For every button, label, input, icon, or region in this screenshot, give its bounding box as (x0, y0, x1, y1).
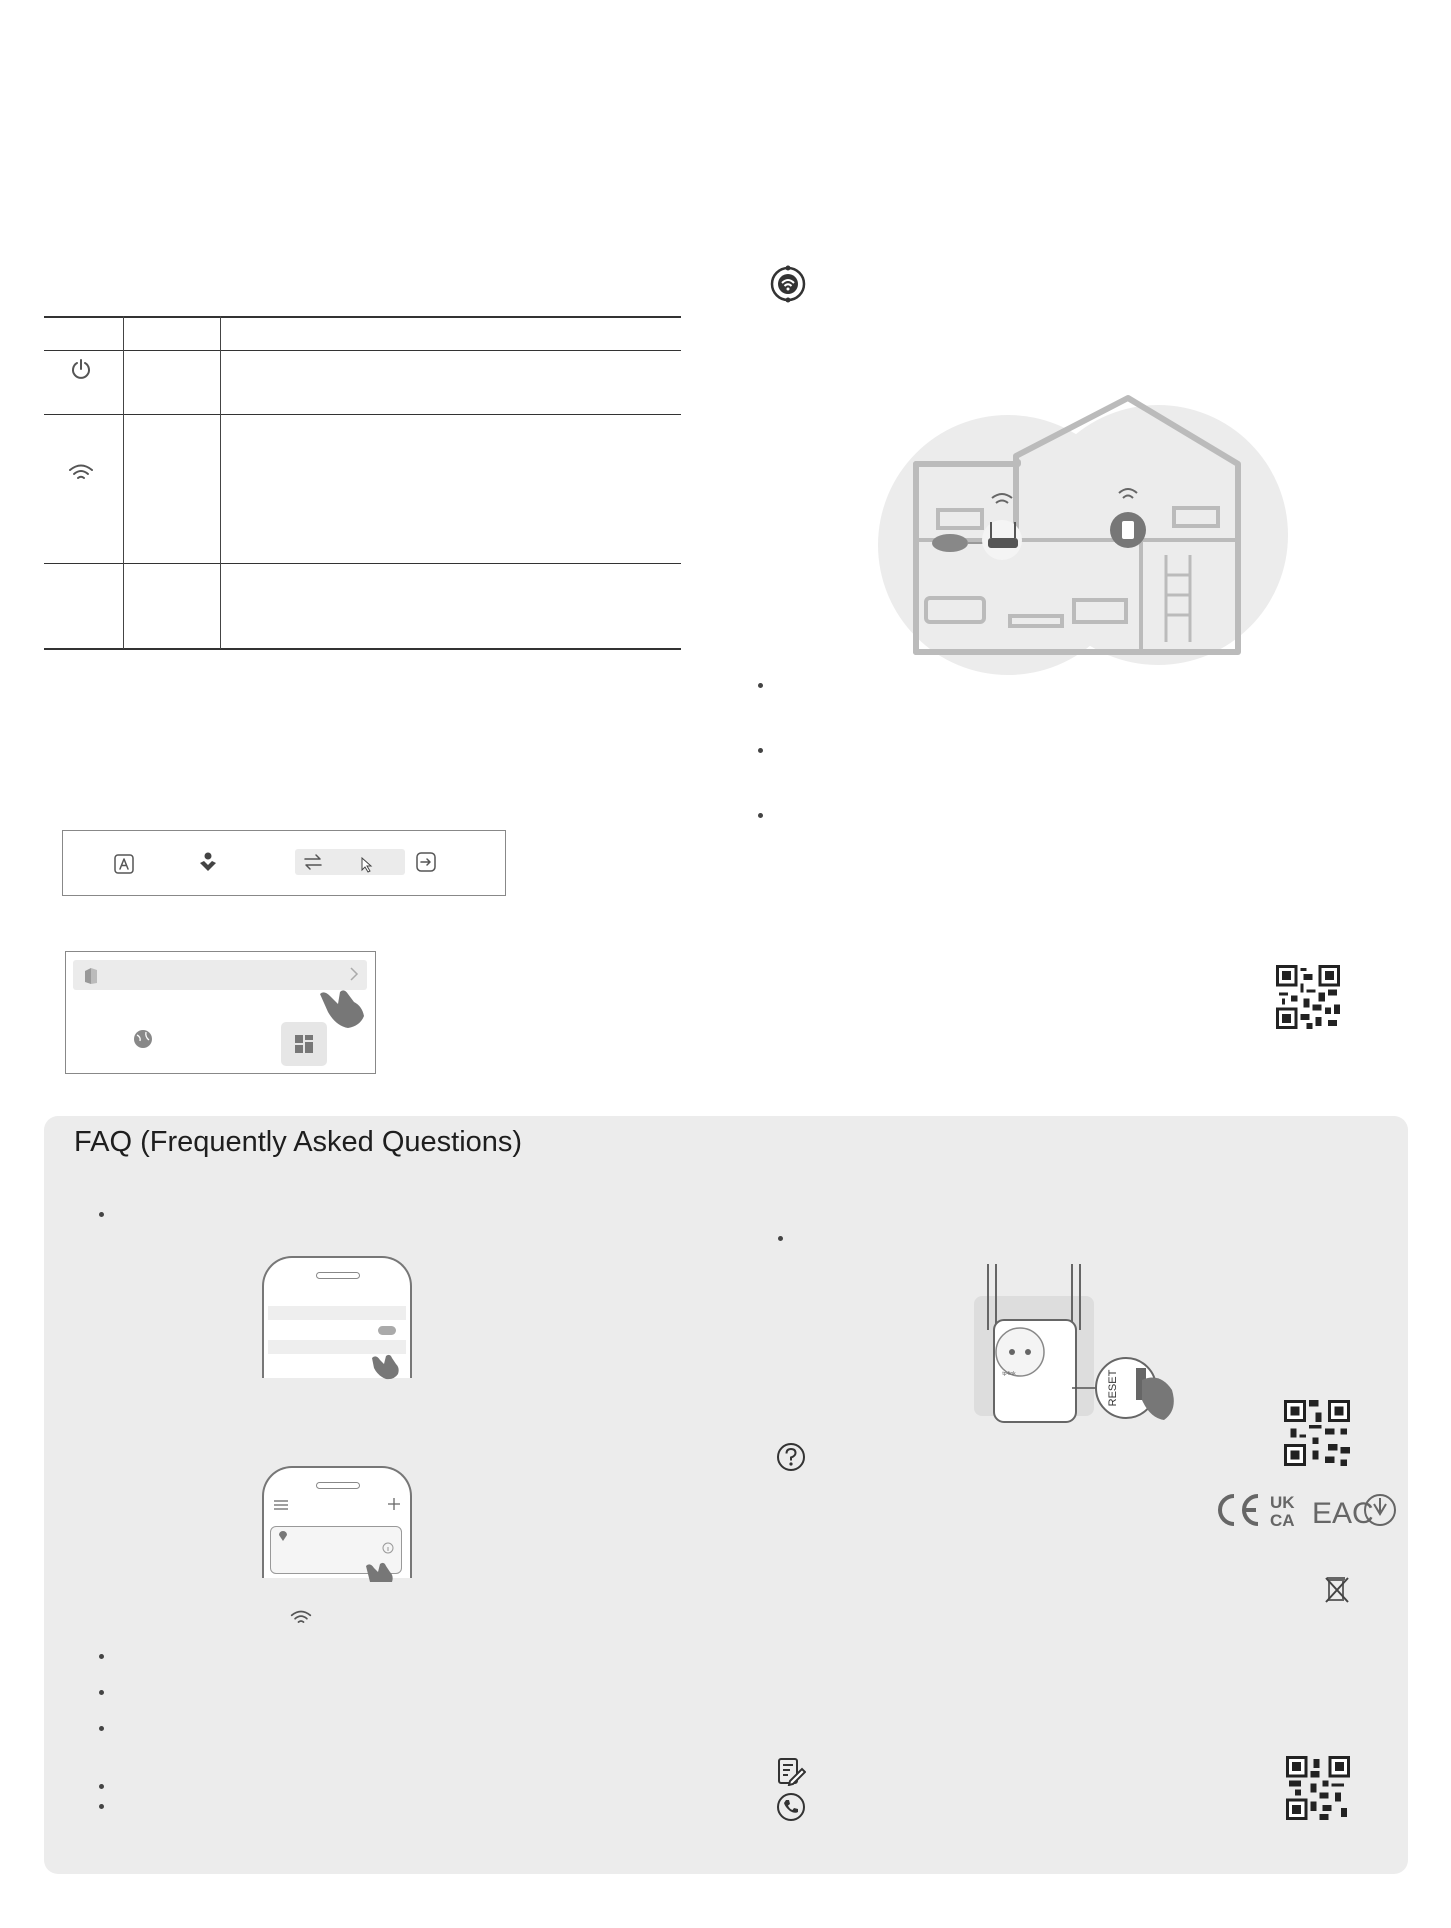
people-icon (197, 851, 219, 875)
bullet-point (99, 1654, 104, 1659)
table-column-divider (220, 316, 221, 649)
table-header-rule (44, 350, 681, 351)
phone-speaker (316, 1272, 360, 1279)
wifi-icon (290, 1608, 312, 1626)
qr-code (1276, 965, 1340, 1029)
grid-icon (294, 1034, 314, 1054)
certification-marks (1214, 1490, 1398, 1530)
settings-row (268, 1306, 406, 1320)
bullet-point (758, 813, 763, 818)
bullet-point (99, 1690, 104, 1695)
power-icon (70, 358, 92, 380)
exit-icon (415, 851, 437, 873)
add-icon (388, 1498, 400, 1510)
help-icon (776, 1442, 806, 1472)
svg-text:UK: UK (1270, 1493, 1295, 1512)
phone-settings-illustration (262, 1256, 412, 1378)
tapping-hand-icon (362, 1560, 396, 1582)
weee-bin-icon (1324, 1574, 1350, 1604)
globe-icon (132, 1028, 154, 1050)
swap-mode-button[interactable] (295, 849, 405, 875)
phone-icon (776, 1792, 806, 1822)
reset-device-illustration (964, 1260, 1224, 1430)
reset-button-label: RESET (1107, 1369, 1119, 1407)
bullet-point (758, 748, 763, 753)
app-toolbar-illustration (62, 830, 506, 896)
table-top-rule (44, 316, 681, 318)
toggle-switch[interactable] (378, 1326, 396, 1335)
phone-app-illustration (262, 1466, 412, 1578)
bullet-point (99, 1804, 104, 1809)
menu-icon (274, 1500, 288, 1510)
tapping-hand-icon (368, 1350, 402, 1380)
bullet-point (99, 1212, 104, 1217)
table-row-rule (44, 414, 681, 415)
app-letter-a-icon (113, 853, 135, 875)
table-column-divider (123, 316, 124, 649)
manual-icon (776, 1756, 806, 1786)
bullet-point (99, 1784, 104, 1789)
table-row-rule (44, 563, 681, 564)
svg-text:CA: CA (1270, 1511, 1295, 1530)
target-wifi-icon (768, 264, 808, 304)
faq-title: FAQ (Frequently Asked Questions) (74, 1126, 523, 1158)
bullet-point (99, 1726, 104, 1731)
cursor-icon (361, 857, 373, 873)
swap-icon (302, 853, 324, 871)
dashboard-tab[interactable] (281, 1022, 327, 1066)
svg-text:EAC: EAC (1312, 1497, 1374, 1530)
chevron-right-icon (349, 966, 359, 982)
table-bottom-rule (44, 648, 681, 650)
house-coverage-illustration (878, 380, 1298, 690)
brand-mark: tp-link (1002, 1371, 1016, 1377)
location-pin-icon (278, 1530, 288, 1542)
bullet-point (758, 683, 763, 688)
qr-code (1284, 1400, 1350, 1466)
device-icon (83, 967, 99, 985)
bullet-point (778, 1236, 783, 1241)
qr-code (1286, 1756, 1350, 1820)
app-device-list-illustration (65, 951, 376, 1074)
phone-speaker (316, 1482, 360, 1489)
wifi-icon (68, 462, 94, 482)
faq-panel (44, 1116, 1408, 1874)
info-icon (382, 1542, 394, 1554)
